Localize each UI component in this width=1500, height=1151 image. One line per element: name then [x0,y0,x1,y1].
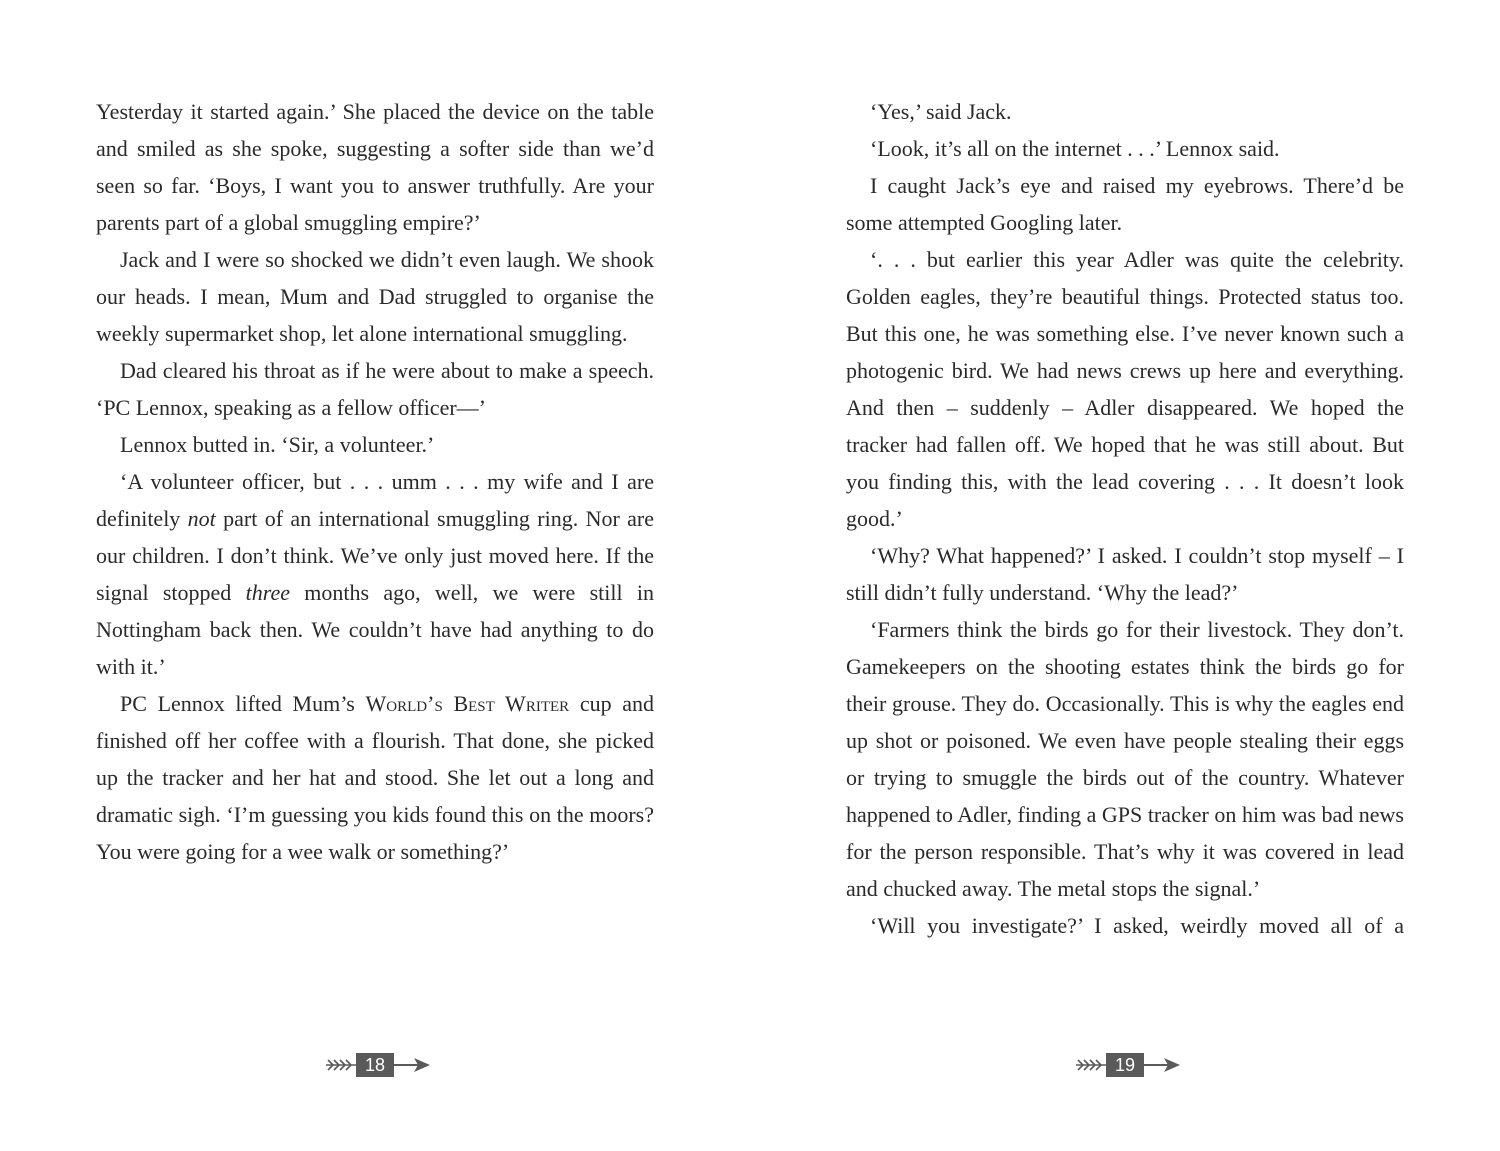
emphasis-text: not [187,506,216,531]
right-page [846,93,1404,944]
page-number-right [1072,1050,1182,1080]
paragraph: ‘Farmers think the birds go for their livestock. They don’t. Gamekeepers on the shooting estates think the birds go for their grouse. They do. Occasionally. This is why the eagles end up shot or poisoned. We even have people stealing their eggs or trying to smuggle the birds out of the country. Whatever happened to Adler, finding a GPS tracker on him was bad news for the person responsible. That’s why it was covered in lead and chucked away. The metal stops the signal.’ [846,617,1404,901]
page-number: 18 [364,1055,386,1075]
paragraph: ‘Will you investigate?’ I asked, weirdly moved all of a [870,913,1404,938]
paragraph: Yesterday it started again.’ She placed the device on the table and smiled as she spoke, suggesting a softer side than we’d seen so far. ‘Boys, I want you to answer truthfully. Are your parents part of a global smuggling empire?’ [96,99,654,235]
text-run: cup and finished off her coffee with a flourish. That done, she picked up the tracker and her hat and stood. She let out a long and dramatic sigh. ‘I’m guessing you kids found this on the moors? You were going for a wee walk or something?’ [96,691,655,864]
paragraph: Jack and I were so shocked we didn’t even laugh. We shook our heads. I mean, Mum and Dad struggled to organise the weekly supermarket shop, let alone international smuggling. [96,247,654,346]
text-run: ‘A volunteer officer, but . . . umm . . . my wife and I are definitely [96,469,654,531]
arrow-head-icon [1144,1058,1180,1072]
arrow-head-icon [394,1058,430,1072]
paragraph: ‘Yes,’ said Jack. [870,99,1012,124]
small-caps-text: World’s Best Writer [365,691,570,716]
paragraph: ‘. . . but earlier this year Adler was quite the celebrity. Golden eagles, they’re beautiful things. Protected status too. But this one, he was something else. I’ve never known such a photogenic bird. We had news crews up here and everything. And then – suddenly – Adler disappeared. We hoped the tracker had fallen off. We hoped that he was still about. But you finding this, with the lead covering . . . It doesn’t look good.’ [846,247,1404,531]
paragraph: Lennox butted in. ‘Sir, a volunteer.’ [120,432,435,457]
paragraph: ‘Why? What happened?’ I asked. I couldn’t stop myself – I still didn’t fully understand. ‘Why the lead?’ [846,543,1404,605]
arrow-fletching-icon [1076,1060,1106,1070]
paragraph: I caught Jack’s eye and raised my eyebrows. There’d be some attempted Googling later. [846,173,1404,235]
page-number-left [322,1050,432,1080]
text-run: part of an international smuggling ring. Nor are our children. I don’t think. We’ve only just moved here. If the signal stopped [96,506,654,605]
paragraph: Dad cleared his throat as if he were about to make a speech. ‘PC Lennox, speaking as a fellow officer—’ [96,358,654,420]
page-number: 19 [1114,1055,1136,1075]
paragraph [96,463,654,685]
left-page [96,93,654,870]
emphasis-text: three [245,580,290,605]
paragraph: ‘Look, it’s all on the internet . . .’ Lennox said. [870,136,1280,161]
text-run: PC Lennox lifted Mum’s [120,691,366,716]
arrow-fletching-icon [326,1060,356,1070]
text-run: months ago, well, we were still in Nottingham back then. We couldn’t have had anything to do with it.’ [96,580,654,679]
paragraph [96,685,654,870]
